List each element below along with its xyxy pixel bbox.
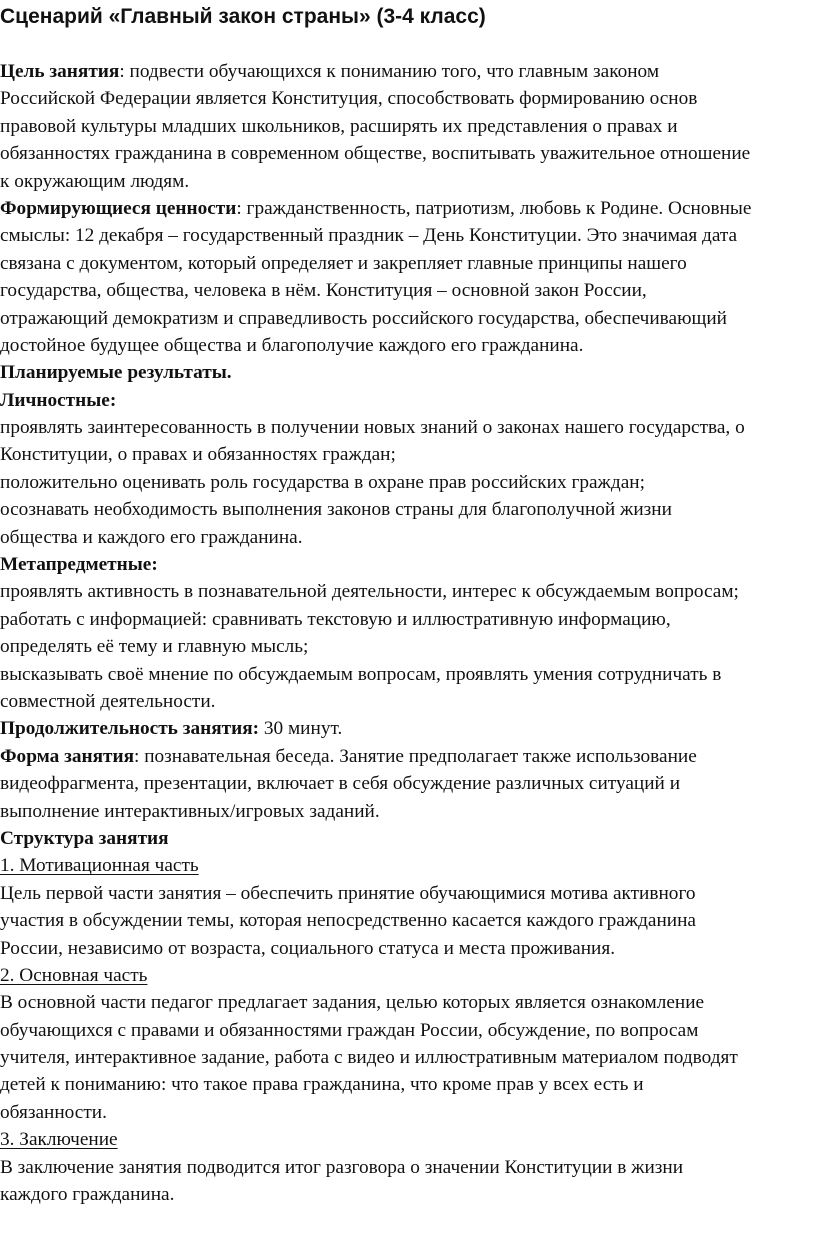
part2-line: обязанности. — [0, 1101, 107, 1123]
part2-line: обучающихся с правами и обязанностями граждан России, обсуждение, по вопросам — [0, 1019, 699, 1041]
form-section — [0, 743, 816, 825]
goal-label: Цель занятия — [0, 61, 120, 82]
part2-line: учителя, интерактивное задание, работа с видео и иллюстративным материалом подводят — [0, 1047, 738, 1069]
document-title: Сценарий «Главный закон страны» (3-4 класс) — [0, 5, 486, 28]
part3-line: В заключение занятия подводится итог разговора о значении Конституции в жизни — [0, 1156, 684, 1178]
form-line: видеофрагмента, презентации, включает в себя обсуждение различных ситуаций и — [0, 773, 681, 795]
part1-line: участия в обсуждении темы, которая непосредственно касается каждого гражданина — [0, 910, 696, 932]
values-section — [0, 195, 816, 359]
goal-line: обязанностях гражданина в современном обществе, воспитывать уважительное отношение — [0, 143, 751, 165]
values-line — [0, 195, 816, 222]
part2-line: В основной части педагог предлагает задания, целью которых является ознакомление — [0, 992, 705, 1014]
structure-heading: Структура занятия — [0, 827, 169, 849]
part1-heading-line — [0, 852, 816, 879]
values-line: государства, общества, человека в нём. Конституция – основной закон России, — [0, 280, 647, 302]
duration-label: Продолжительность занятия: — [0, 718, 260, 740]
form-line — [0, 743, 816, 770]
goal-text: : подвести обучающихся к пониманию того, что главным законом — [119, 61, 660, 82]
values-line: отражающий демократизм и справедливость российского государства, обеспечивающий — [0, 307, 727, 329]
values-label: Формирующиеся ценности — [0, 197, 237, 219]
part3-heading: 3. Заключение — [0, 1129, 118, 1151]
goal-line: к окружающим людям. — [0, 170, 190, 192]
goal-line: Российской Федерации является Конституция, способствовать формированию основ — [0, 88, 698, 110]
part2-section — [0, 962, 816, 1126]
meta-line: высказывать своё мнение по обсуждаемым вопросам, проявлять умения сотрудничать в — [0, 663, 722, 685]
goal-line: правовой культуры младших школьников, расширять их представления о правах и — [0, 115, 678, 137]
meta-section — [0, 551, 816, 715]
goal-section — [0, 58, 816, 195]
form-label: Форма занятия — [0, 745, 135, 767]
duration-line — [0, 715, 816, 742]
part2-line: детей к пониманию: что такое права гражданина, что кроме прав у всех есть и — [0, 1074, 644, 1096]
personal-line: общества и каждого его гражданина. — [0, 526, 303, 548]
personal-line: осознавать необходимость выполнения законов страны для благополучной жизни — [0, 499, 672, 521]
meta-heading: Метапредметные: — [0, 554, 158, 576]
values-line: достойное будущее общества и благополучие каждого его гражданина. — [0, 334, 584, 356]
personal-line: Конституции, о правах и обязанностях граждан; — [0, 444, 396, 466]
personal-line: положительно оценивать роль государства в охране прав российских граждан; — [0, 471, 645, 493]
values-line: связана с документом, который определяет и закрепляет главные принципы нашего — [0, 252, 687, 274]
meta-line: проявлять активность в познавательной деятельности, интерес к обсуждаемым вопросам; — [0, 581, 739, 603]
meta-line: определять её тему и главную мысль; — [0, 636, 309, 658]
part1-section — [0, 852, 816, 962]
part3-line: каждого гражданина. — [0, 1184, 175, 1206]
part3-section — [0, 1126, 816, 1208]
meta-line: совместной деятельности. — [0, 690, 216, 712]
values-text: : гражданственность, патриотизм, любовь к Родине. Основные — [236, 197, 752, 219]
part2-heading: 2. Основная часть — [0, 964, 148, 986]
part1-line: России, независимо от возраста, социального статуса и места проживания. — [0, 937, 616, 959]
results-heading: Планируемые результаты. — [0, 362, 232, 384]
goal-line — [0, 58, 816, 85]
form-text: : познавательная беседа. Занятие предполагает также использование — [134, 745, 697, 767]
personal-line: проявлять заинтересованность в получении новых знаний о законах нашего государства, о — [0, 417, 745, 439]
meta-line: работать с информацией: сравнивать текстовую и иллюстративную информацию, — [0, 608, 671, 630]
personal-section — [0, 387, 816, 551]
part1-line: Цель первой части занятия – обеспечить принятие обучающимися мотива активного — [0, 882, 696, 904]
personal-heading: Личностные: — [0, 389, 117, 411]
duration-value: 30 минут. — [259, 718, 343, 740]
values-line: смыслы: 12 декабря – государственный праздник – День Конституции. Это значимая дата — [0, 225, 738, 247]
part1-heading: 1. Мотивационная часть — [0, 855, 199, 877]
part3-heading-line — [0, 1126, 816, 1153]
part2-heading-line — [0, 962, 816, 989]
form-line: выполнение интерактивных/игровых заданий. — [0, 800, 380, 822]
